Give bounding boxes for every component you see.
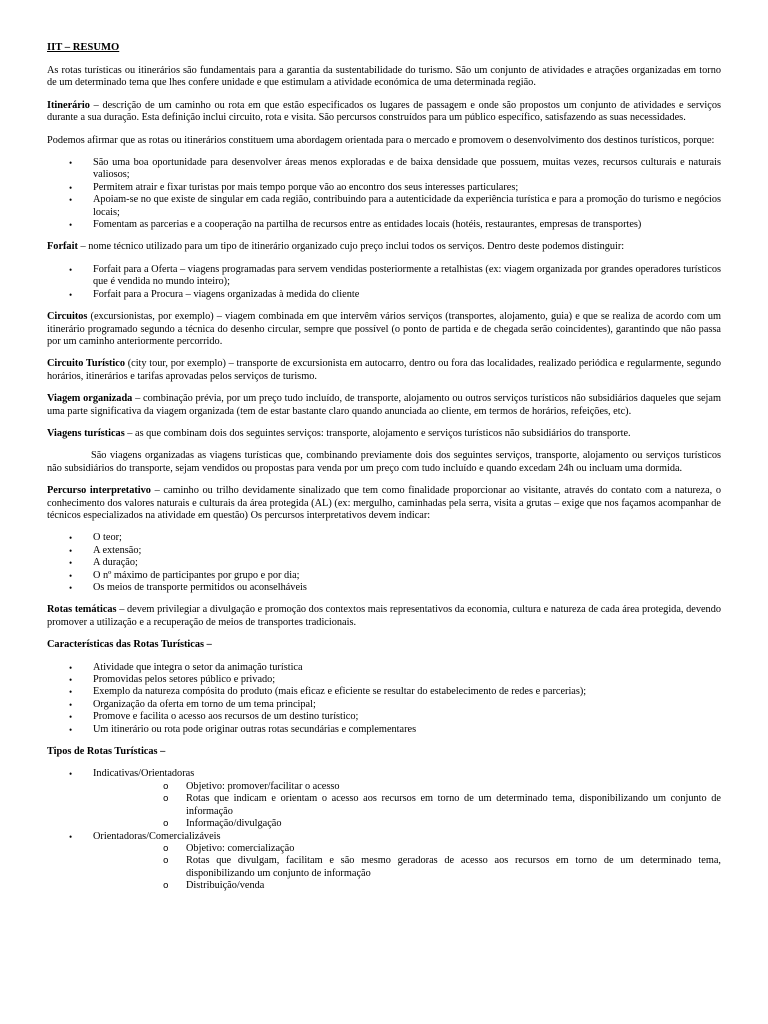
percurso-list	[47, 532, 721, 594]
document-title: IIT – RESUMO	[47, 42, 120, 53]
bullet-icon: •	[69, 182, 73, 193]
list-item-text: Permitem atrair e fixar turistas por mais tempo porque vão ao encontro dos seus interesses particulares;	[93, 181, 519, 193]
tipos-item	[47, 768, 721, 830]
sub-bullet-icon: o	[163, 781, 169, 792]
list-item	[47, 289, 721, 301]
rotas-tematicas-paragraph	[47, 604, 721, 629]
tipos-sub-item	[93, 855, 721, 880]
list-item	[47, 724, 721, 736]
tipos-sub-item	[93, 818, 721, 830]
caracteristicas-list	[47, 662, 721, 736]
bullet-icon: •	[69, 558, 73, 569]
list-item	[47, 157, 721, 182]
tipos-sub-item	[93, 843, 721, 855]
bullet-icon: •	[69, 831, 73, 842]
bullet-icon: •	[69, 724, 73, 735]
forfait-list	[47, 264, 721, 301]
bullet-icon: •	[69, 264, 73, 275]
bullet-icon: •	[69, 687, 73, 698]
tipos-sub-list	[93, 781, 721, 831]
list-item-text: O teor;	[93, 532, 122, 544]
sub-bullet-icon: o	[163, 881, 169, 892]
bullet-icon: •	[69, 220, 73, 231]
circuito-turistico-term: Circuito Turístico	[47, 358, 126, 370]
list-item	[47, 674, 721, 686]
percurso-text: – caminho ou trilho devidamente sinalizado que tem como finalidade proporcionar ao visitante, através do contato com a natureza, o conhecimento dos valores naturais e culturais da área protegida (AL) (ex: mergulho, caminhadas pela serra, visita a grutas – exige que nos façamos acompanhar de técnicos especializados na atividade em questão) Os percursos interpretativos devem indicar:	[47, 485, 722, 521]
forfait-text: – nome técnico utilizado para um tipo de itinerário organizado cujo preço inclui todos os serviços. Dentro deste podemos distinguir:	[77, 241, 625, 253]
tipos-list	[47, 768, 721, 892]
list-item	[47, 532, 721, 544]
list-item-text: Fomentam as parcerias e a cooperação na partilha de recursos entre as entidades locais (hotéis, restaurantes, empresas de transportes)	[93, 219, 642, 231]
bullet-icon: •	[69, 662, 73, 673]
tipos-item-label: Orientadoras/Comercializáveis	[93, 830, 221, 842]
tipos-sub-item	[93, 781, 721, 793]
tipos-sub-item	[93, 793, 721, 818]
tipos-sub-item-text: Rotas que divulgam, facilitam e são mesmo geradoras de acesso aos recursos em torno de um determinado tema, disponibilizando um conjunto de informação	[186, 855, 721, 879]
tipos-item-label: Indicativas/Orientadoras	[93, 768, 195, 780]
circuitos-text: (excursionistas, por exemplo) – viagem combinada em que intervêm vários serviços (transportes, alojamento, guia) e que se realiza de acordo com um itinerário programado segundo a técnica do desenho circular, sempre que possível (o ponto de partida e de chegada serão coincidentes), garantindo que não passa por um caminho anteriormente percorrido.	[47, 311, 721, 347]
bullet-icon: •	[69, 769, 73, 780]
list-item-text: Os meios de transporte permitidos ou aconselháveis	[93, 582, 307, 593]
porque-list	[47, 157, 721, 231]
list-item-text: Forfait para a Procura – viagens organizadas à medida do cliente	[93, 288, 360, 300]
bullet-icon: •	[69, 158, 73, 169]
viagem-organizada-text: – combinação prévia, por um preço tudo incluído, de transporte, alojamento ou outros serviços turísticos não subsidiários daqueles que sejam uma parte significativa da viagem organizada (tem de estar bastante claro quando anunciada ao cliente, em termos de horários, refeições, etc).	[47, 393, 721, 417]
list-item-text: O nº máximo de participantes por grupo e por dia;	[93, 569, 300, 581]
bullet-icon: •	[69, 195, 73, 206]
itinerario-term: Itinerário	[47, 99, 90, 111]
list-item-text: Exemplo da natureza compósita do produto (mais eficaz e eficiente se resultar do estabelecimento de redes e parcerias);	[93, 686, 587, 698]
viagem-organizada-paragraph	[47, 393, 721, 418]
tipos-sub-item-text: Rotas que indicam e orientam o acesso aos recursos em torno de um determinado tema, disponibilizando um conjunto de informação	[186, 793, 721, 817]
itinerario-text: – descrição de um caminho ou rota em que estão especificados os lugares de passagem e onde são propostos um conjunto de atividades e serviços durante a sua duração. Esta definição inclui circuito, rota e visita. São percursos construídos para um público específico, satisfazendo as suas necessidades.	[47, 99, 721, 124]
sub-bullet-icon: o	[163, 794, 169, 805]
caracteristicas-heading: Características das Rotas Turísticas –	[47, 639, 212, 651]
podemos-paragraph: Podemos afirmar que as rotas ou itinerários constituem uma abordagem orientada para o mercado e promovem o desenvolvimento dos destinos turísticos, porque:	[47, 134, 715, 146]
list-item-text: Organização da oferta em torno de um tema principal;	[93, 698, 316, 710]
list-item-text: Forfait para a Oferta – viagens programadas para servem vendidas posteriormente a retalhistas (ex: viagem organizada por grandes operadores turísticos que é vendida no mundo inteiro);	[93, 263, 721, 288]
list-item	[47, 662, 721, 674]
bullet-icon: •	[69, 545, 73, 556]
list-item	[47, 686, 721, 698]
circuitos-term: Circuitos	[47, 311, 88, 323]
list-item	[47, 182, 721, 194]
list-item-text: Promove e facilita o acesso aos recursos de um destino turístico;	[93, 711, 359, 723]
viagens-turisticas-text: – as que combinam dois dos seguintes serviços: transporte, alojamento e serviços turísticos não subsidiários do transporte.	[124, 427, 631, 439]
percurso-term: Percurso interpretativo	[47, 485, 151, 497]
list-item-text: Um itinerário ou rota pode originar outras rotas secundárias e complementares	[93, 723, 417, 735]
percurso-paragraph	[47, 485, 721, 522]
list-item-text: A duração;	[93, 557, 138, 569]
list-item-text: Promovidas pelos setores público e privado;	[93, 674, 276, 686]
circuitos-paragraph	[47, 311, 721, 348]
list-item	[47, 545, 721, 557]
rotas-tematicas-text: – devem privilegiar a divulgação e promoção dos contextos mais representativos da economia, cultura e natureza de cada área protegida, devendo promover a utilização e a recuperação de meios de transportes tradicionais.	[47, 604, 722, 628]
list-item-text: Apoiam-se no que existe de singular em cada região, contribuindo para a autenticidade da experiência turística e para a promoção do turismo e negócios locais;	[93, 194, 721, 218]
tipos-sub-item-text: Objetivo: promover/facilitar o acesso	[186, 780, 340, 792]
circuito-turistico-text: (city tour, por exemplo) – transporte de excursionista em autocarro, dentro ou fora das localidades, realizado periódica e regularmente, segundo horários, itinerários e tarifas aprovadas pelos serviços de turismo.	[47, 358, 721, 382]
sub-bullet-icon: o	[163, 856, 169, 867]
rotas-tematicas-term: Rotas temáticas	[47, 604, 117, 616]
list-item-text: A extensão;	[93, 544, 142, 556]
tipos-sub-item	[93, 880, 721, 892]
bullet-icon: •	[69, 289, 73, 300]
bullet-icon: •	[69, 533, 73, 544]
tipos-sub-list	[93, 843, 721, 893]
itinerario-paragraph	[47, 100, 721, 125]
viagem-organizada-term: Viagem organizada	[47, 393, 133, 405]
list-item-text: Atividade que integra o setor da animação turística	[93, 661, 303, 673]
sub-bullet-icon: o	[163, 819, 169, 830]
bullet-icon: •	[69, 675, 73, 686]
list-item	[47, 194, 721, 219]
tipos-item	[47, 831, 721, 893]
list-item	[47, 711, 721, 723]
list-item	[47, 699, 721, 711]
sub-bullet-icon: o	[163, 843, 169, 854]
tipos-sub-item-text: Objetivo: comercialização	[186, 842, 295, 854]
bullet-icon: •	[69, 583, 73, 593]
viagens-turisticas-paragraph	[47, 428, 721, 440]
bullet-icon: •	[69, 570, 73, 581]
tipos-heading: Tipos de Rotas Turísticas –	[47, 746, 166, 758]
forfait-term: Forfait	[47, 241, 78, 253]
list-item	[47, 219, 721, 231]
list-item	[47, 570, 721, 582]
tipos-sub-item-text: Informação/divulgação	[186, 818, 282, 830]
bullet-icon: •	[69, 699, 73, 710]
forfait-paragraph	[47, 241, 721, 253]
tipos-sub-item-text: Distribuição/venda	[186, 880, 265, 892]
list-item	[47, 582, 721, 594]
circuito-turistico-paragraph	[47, 358, 721, 383]
intro-paragraph: As rotas turísticas ou itinerários são fundamentais para a garantia da sustentabilidade do turismo. São um conjunto de atividades e atrações organizadas em torno de um determinado tema que lhes confere unidade e que estimulam a atividade económica de uma determinada região.	[47, 65, 721, 89]
list-item-text: São uma boa oportunidade para desenvolver áreas menos exploradas e de baixa densidade que possuem, muitas vezes, recursos culturais e naturais valiosos;	[93, 157, 721, 181]
list-item	[47, 264, 721, 289]
list-item	[47, 557, 721, 569]
sao-viagens-paragraph: São viagens organizadas as viagens turísticas que, combinando previamente dois dos seguintes serviços, transporte, alojamento ou serviços turísticos não subsidiários do transporte, sejam vendidos ou propostas para venda por um preço com tudo incluído e quando excedam 24h ou incluam uma dormida.	[47, 450, 721, 474]
bullet-icon: •	[69, 712, 73, 723]
viagens-turisticas-term: Viagens turísticas	[47, 427, 125, 439]
